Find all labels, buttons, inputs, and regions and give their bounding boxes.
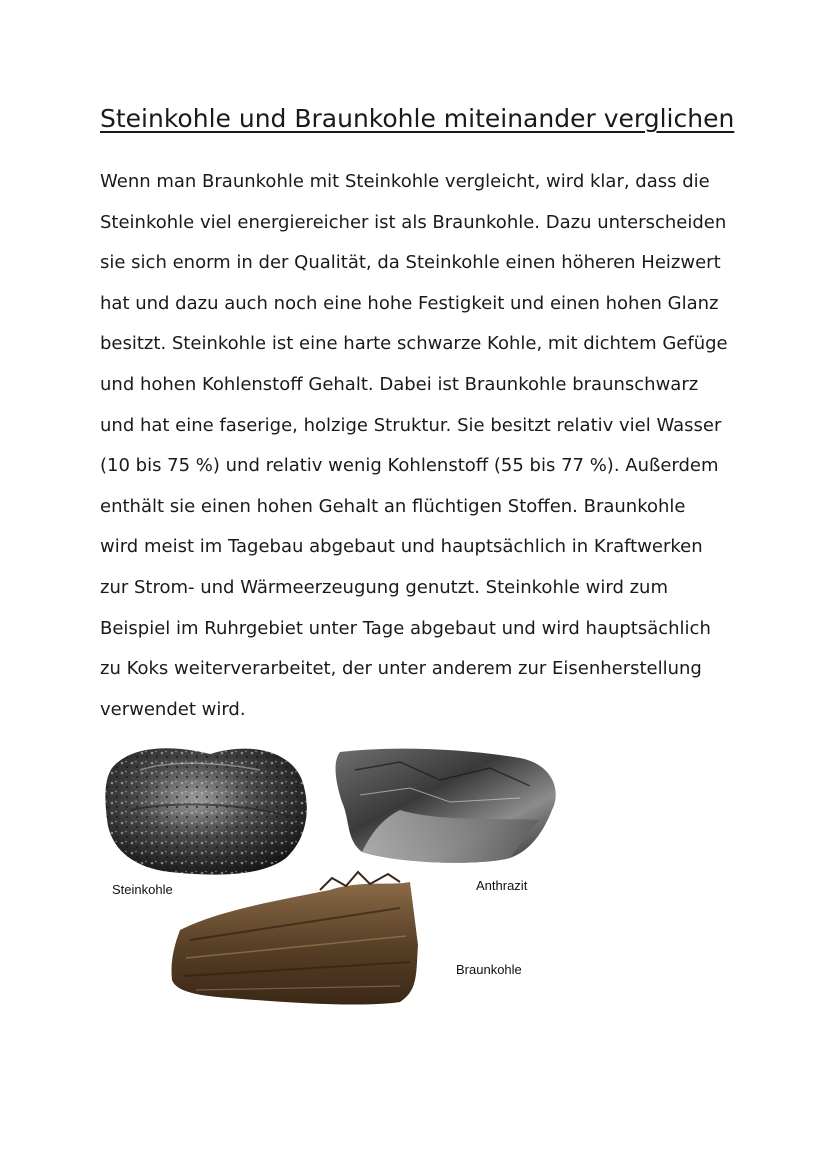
coal-samples-figure [100, 740, 580, 1020]
paragraph-line: besitzt. Steinkohle ist eine harte schwarze Kohle, mit dichtem Gefüge [100, 333, 728, 355]
braunkohle-caption: Braunkohle [456, 962, 522, 977]
paragraph-line: und hohen Kohlenstoff Gehalt. Dabei ist Braunkohle braunschwarz [100, 373, 699, 395]
paragraph-line: zu Koks weiterverarbeitet, der unter anderem zur Eisenherstellung [100, 658, 702, 680]
paragraph-line: Steinkohle viel energiereicher ist als Braunkohle. Dazu unterscheiden [100, 211, 727, 233]
paragraph-line: wird meist im Tagebau abgebaut und hauptsächlich in Kraftwerken [100, 536, 703, 558]
paragraph-line: und hat eine faserige, holzige Struktur. Sie besitzt relativ viel Wasser [100, 414, 722, 436]
body-paragraph [100, 162, 740, 730]
braunkohle-sample-image [171, 872, 418, 1005]
paragraph-line: hat und dazu auch noch eine hohe Festigkeit und einen hohen Glanz [100, 292, 719, 314]
anthrazit-caption: Anthrazit [476, 878, 528, 893]
paragraph-line: Wenn man Braunkohle mit Steinkohle vergleicht, wird klar, dass die [100, 171, 710, 192]
steinkohle-caption: Steinkohle [112, 882, 173, 897]
paragraph-line: Beispiel im Ruhrgebiet unter Tage abgebaut und wird hauptsächlich [100, 617, 711, 639]
anthrazit-sample-image [336, 749, 556, 863]
page-title: Steinkohle und Braunkohle miteinander verglichen [100, 104, 735, 133]
paragraph-line: enthält sie einen hohen Gehalt an flüchtigen Stoffen. Braunkohle [100, 495, 686, 517]
steinkohle-sample-image [105, 748, 306, 874]
paragraph-line: (10 bis 75 %) und relativ wenig Kohlenstoff (55 bis 77 %). Außerdem [100, 455, 719, 477]
paragraph-line: verwendet wird. [100, 698, 246, 720]
paragraph-line: sie sich enorm in der Qualität, da Steinkohle einen höheren Heizwert [100, 252, 721, 274]
paragraph-line: zur Strom- und Wärmeerzeugung genutzt. Steinkohle wird zum [100, 576, 668, 598]
